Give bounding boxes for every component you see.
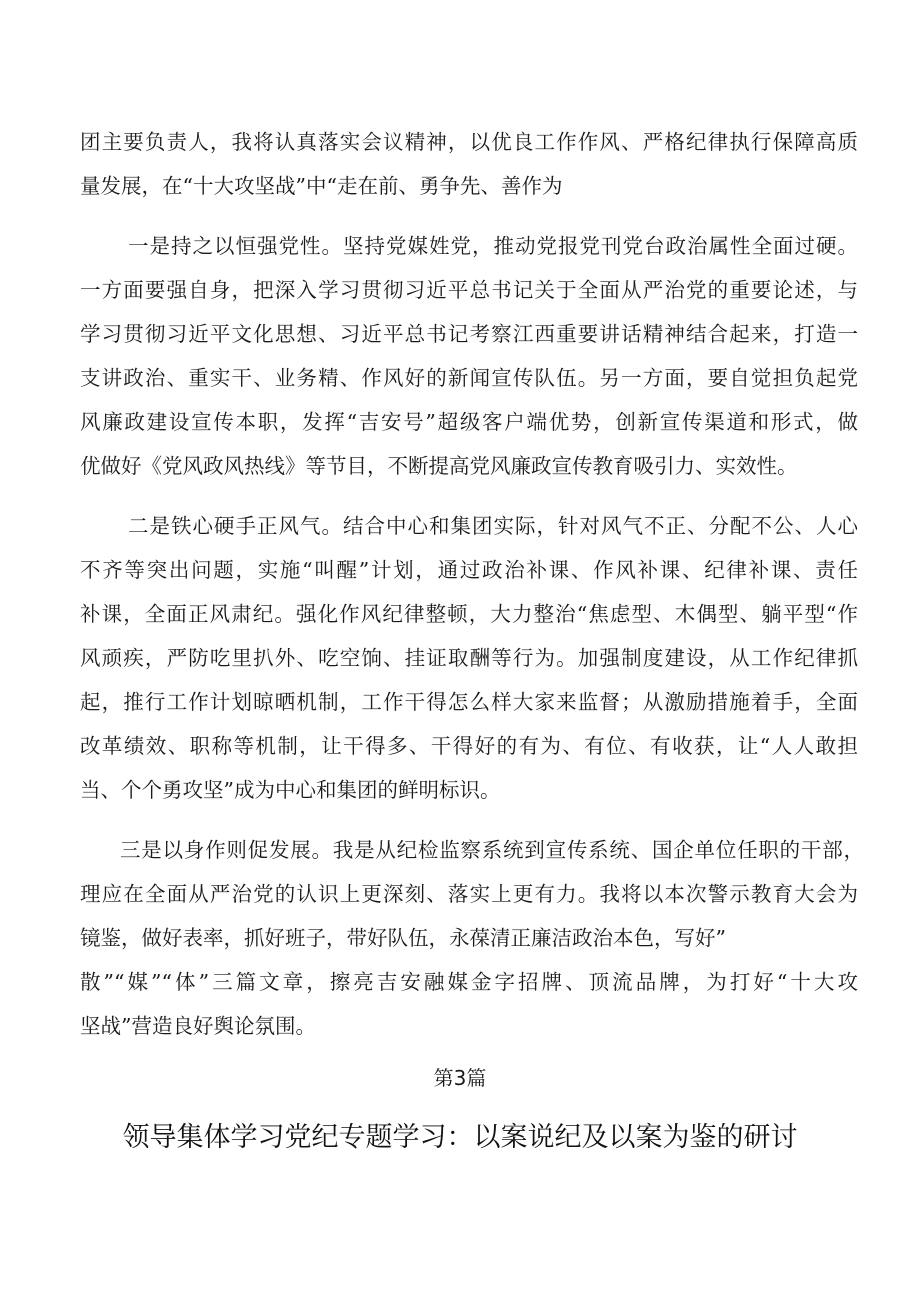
text-line: 理应在全面从严治党的认识上更深刻、落实上更有力。我将以本次警示教育大会为 [80, 882, 858, 906]
text-line: 风顽疾，严防吃里扒外、吃空饷、挂证取酬等行为。加强制度建设，从工作纪律抓 [80, 646, 858, 670]
text-line: 二是铁心硬手正风气。结合中心和集团实际，针对风气不正、分配不公、人心 [128, 514, 858, 538]
text-line: 三是以身作则促发展。我是从纪检监察系统到宣传系统、国企单位任职的干部， [120, 838, 864, 862]
text-line: 支讲政治、重实干、业务精、作风好的新闻宣传队伍。另一方面，要自觉担负起党 [80, 366, 858, 390]
text-line: 坚战”营造良好舆论氛围。 [80, 1014, 316, 1038]
text-line: 量发展，在“十大攻坚战”中“走在前、勇争先、善作为 [80, 174, 563, 198]
text-line: 一方面要强自身，把深入学习贯彻习近平总书记关于全面从严治党的重要论述，与 [80, 278, 858, 302]
text-line: 改革绩效、职称等机制，让干得多、干得好的有为、有位、有收获，让“人人敢担 [80, 734, 858, 758]
text-line: 不齐等突出问题，实施“叫醒”计划，通过政治补课、作风补课、纪律补课、责任 [80, 558, 858, 582]
text-line: 起，推行工作计划晾晒机制，工作干得怎么样大家来监督；从激励措施着手，全面 [80, 690, 858, 714]
text-line: 风廉政建设宣传本职，发挥“吉安号”超级客户端优势，创新宣传渠道和形式，做 [80, 410, 858, 434]
text-line: 学习贯彻习近平文化思想、习近平总书记考察江西重要讲话精神结合起来，打造一 [80, 322, 858, 346]
section-title: 领导集体学习党纪专题学习：以案说纪及以案为鉴的研讨 [122, 1122, 798, 1153]
text-line: 当、个个勇攻坚”成为中心和集团的鲜明标识。 [80, 778, 501, 802]
text-line: 镜鉴，做好表率，抓好班子，带好队伍，永葆清正廉洁政治本色，写好” [80, 926, 726, 950]
text-line: 一是持之以恒强党性。坚持党媒姓党，推动党报党刊党台政治属性全面过硬。 [128, 234, 858, 258]
text-line: 优做好《党风政风热线》等节目，不断提高党风廉政宣传教育吸引力、实效性。 [80, 454, 798, 478]
section-number: 第3篇 [433, 1066, 487, 1090]
text-line: 散”“媒”“体”三篇文章，擦亮吉安融媒金字招牌、顶流品牌，为打好“十大攻 [80, 970, 858, 994]
text-line: 补课，全面正风肃纪。强化作风纪律整顿，大力整治“焦虑型、木偶型、躺平型“作 [80, 602, 858, 626]
text-line: 团主要负责人，我将认真落实会议精神，以优良工作作风、严格纪律执行保障高质 [80, 130, 858, 154]
